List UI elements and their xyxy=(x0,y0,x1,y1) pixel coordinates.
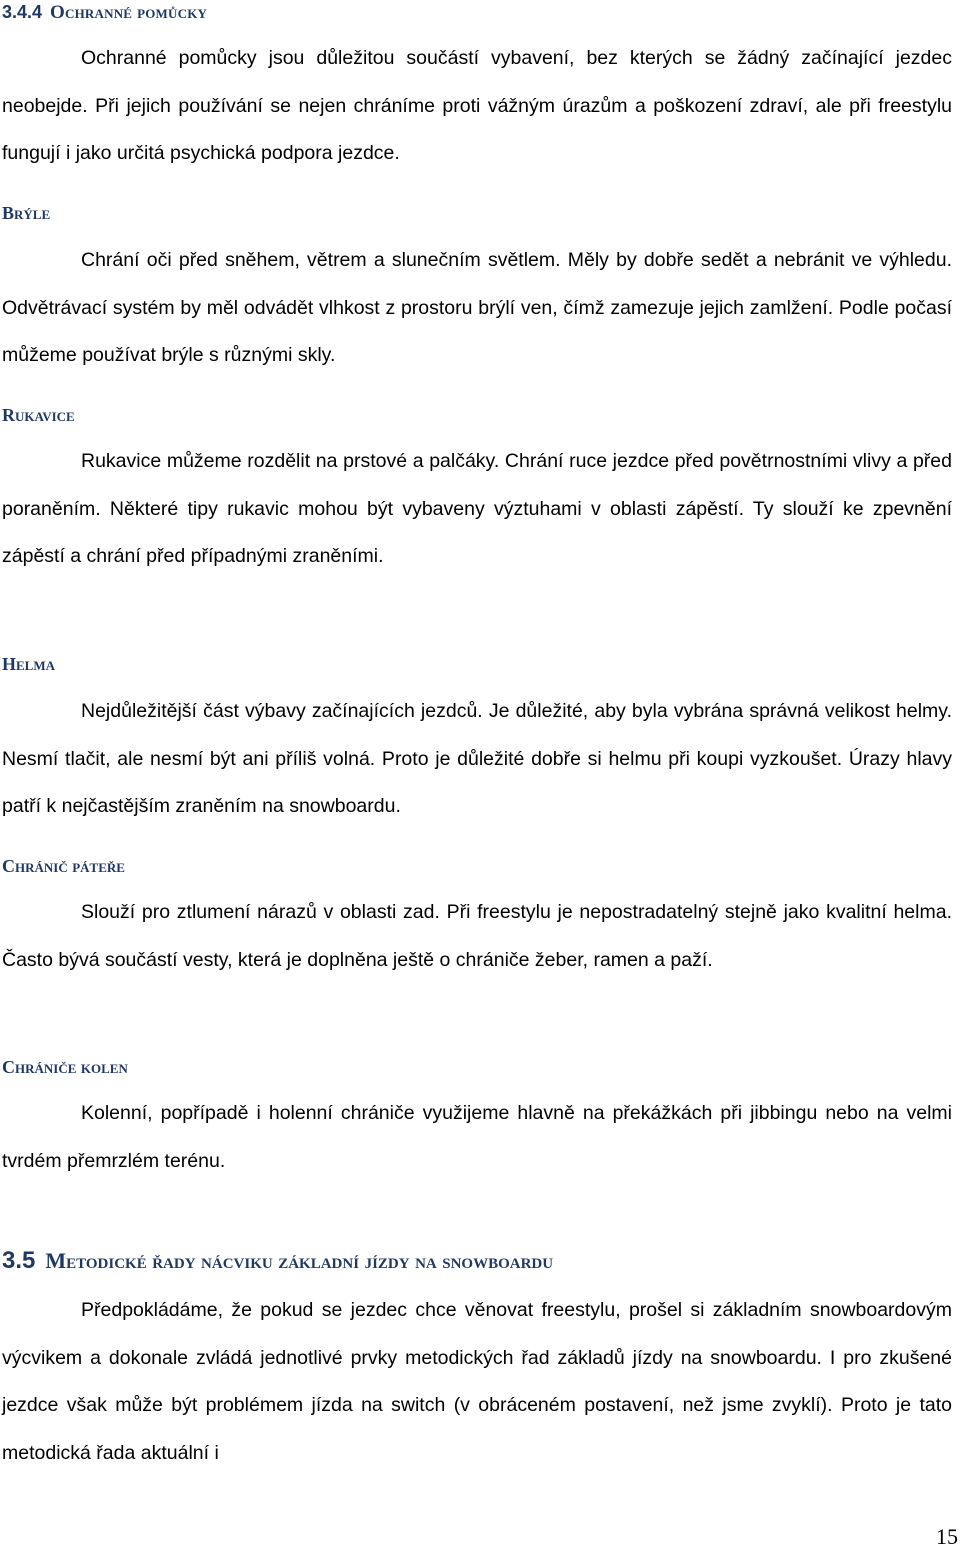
next-section-heading xyxy=(2,1247,553,1275)
subheading-chranic-patere: Chránič páteře xyxy=(2,856,125,876)
paragraph-chranice-kolen: Kolenní, popřípadě i holenní chrániče využijeme hlavně na překážkách při jibbingu nebo na velmi tvrdém přemrzlém terénu. xyxy=(2,1102,952,1172)
section-title: Ochranné pomůcky xyxy=(50,2,208,23)
next-section-title: Metodické řady nácviku základní jízdy na snowboardu xyxy=(45,1248,554,1273)
intro-paragraph: Ochranné pomůcky jsou důležitou součástí vybavení, bez kterých se žádný začínající jezdec neobejde. Při jejich používání se nejen chráníme proti vážným úrazům a poškození zdraví, ale při freestylu fungují i jako určitá psychická podpora jezdce. xyxy=(2,47,952,164)
page-number: 15 xyxy=(936,1524,958,1549)
paragraph-bryle: Chrání oči před sněhem, větrem a slunečním světlem. Měly by dobře sedět a nebránit ve výhledu. Odvětrávací systém by měl odvádět vlhkost z prostoru brýlí ven, čímž zamezuje jejich zamlžení. Podle počasí můžeme používat brýle s různými skly. xyxy=(2,249,952,366)
paragraph-helma: Nejdůležitější část výbavy začínajících jezdců. Je důležité, aby byla vybrána správná velikost helmy. Nesmí tlačit, ale nesmí být ani příliš volná. Proto je důležité dobře si helmu při koupi vyzkoušet. Úrazy hlavy patří k nejčastějším zraněním na snowboardu. xyxy=(2,700,952,817)
section-heading xyxy=(2,2,207,24)
subheading-rukavice: Rukavice xyxy=(2,405,75,425)
section-number: 3.4.4 xyxy=(2,2,43,22)
subheading-chranice-kolen: Chrániče kolen xyxy=(2,1057,128,1077)
subheading-bryle: Brýle xyxy=(2,203,51,223)
next-section-paragraph: Předpokládáme, že pokud se jezdec chce věnovat freestylu, prošel si základním snowboardovým výcvikem a dokonale zvládá jednotlivé prvky metodických řad základů jízdy na snowboardu. I pro zkušené jezdce však může být problémem jízda na switch (v obráceném postavení, než jsme zvyklí). Proto je tato metodická řada aktuální i xyxy=(2,1299,952,1464)
next-section-number: 3.5 xyxy=(2,1247,36,1274)
paragraph-rukavice: Rukavice můžeme rozdělit na prstové a palčáky. Chrání ruce jezdce před povětrnostními vlivy a před poraněním. Některé tipy rukavic mohou být vybaveny výztuhami v oblasti zápěstí. Ty slouží ke zpevnění zápěstí a chrání před případnými zraněními. xyxy=(2,450,952,567)
subheading-helma: Helma xyxy=(2,654,56,674)
paragraph-chranic-patere: Slouží pro ztlumení nárazů v oblasti zad. Při freestylu je nepostradatelný stejně jako kvalitní helma. Často bývá součástí vesty, která je doplněna ještě o chrániče žeber, ramen a paží. xyxy=(2,901,952,971)
